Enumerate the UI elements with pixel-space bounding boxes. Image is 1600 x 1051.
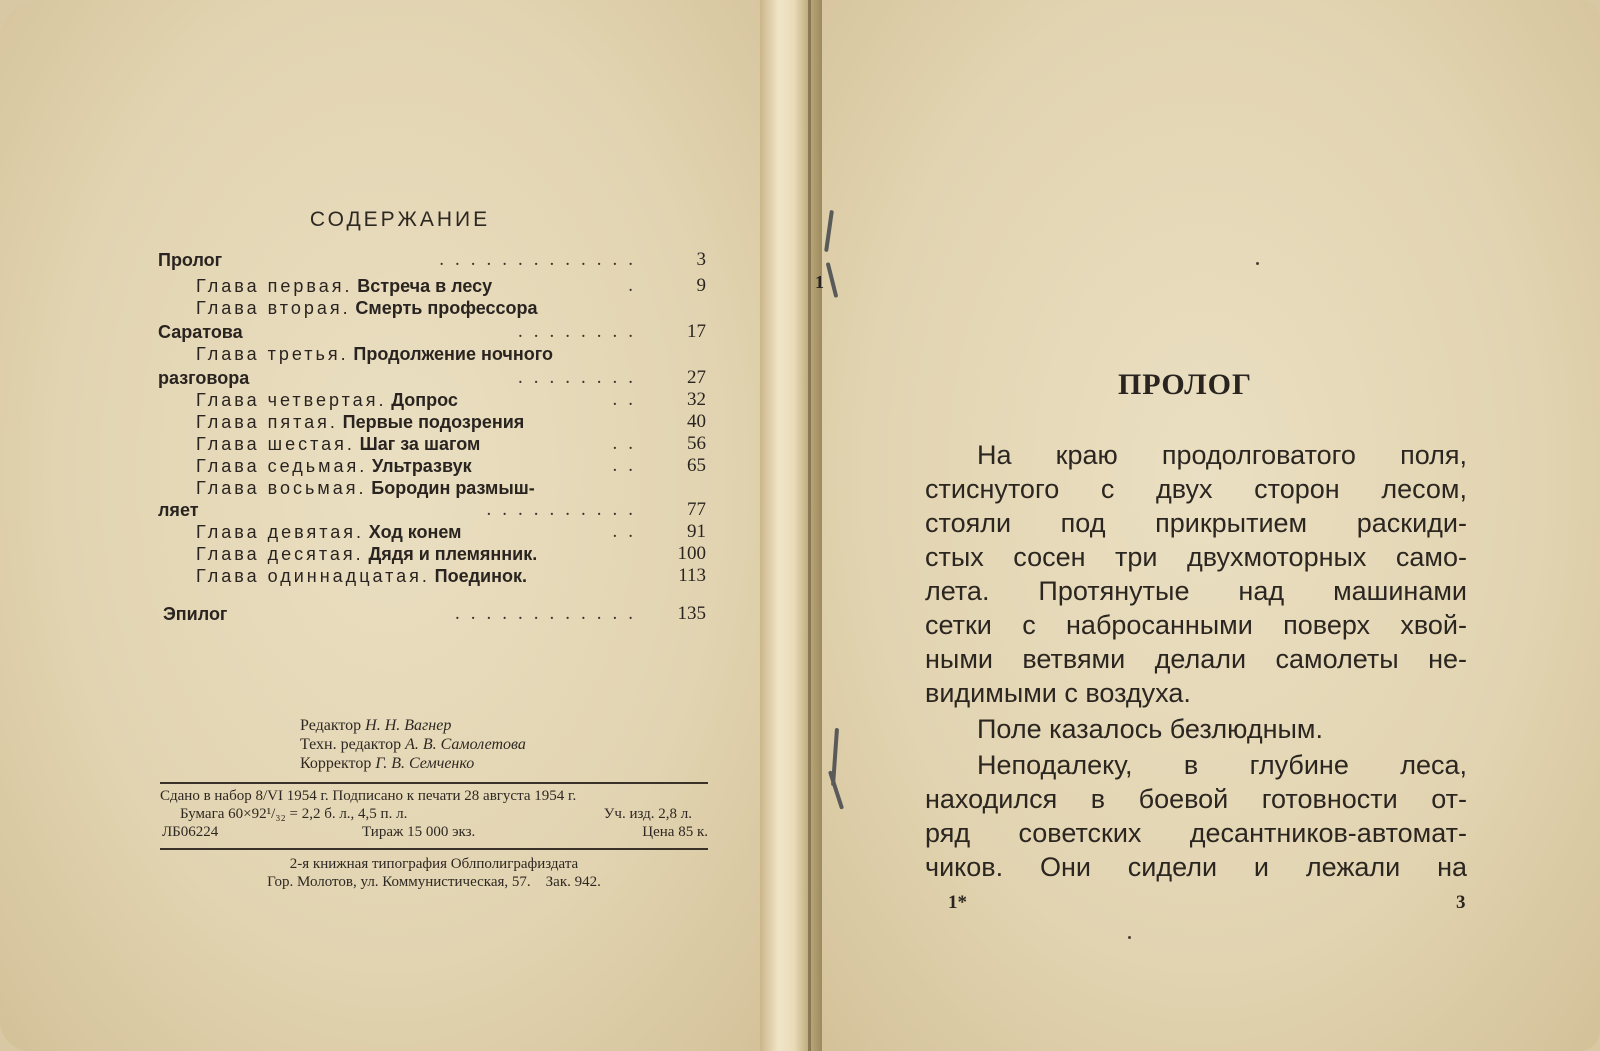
book-gutter [760, 0, 822, 1051]
toc-chapter: Глава девятая. [196, 522, 365, 542]
toc-chapter: Глава пятая. [196, 412, 338, 432]
toc-label: Эпилог [163, 604, 228, 624]
prolog-title: ПРОЛОГ [1117, 368, 1253, 401]
gutter-crease [808, 0, 811, 1051]
printer-text: 2-я книжная типография Облполиграфиздата [289, 856, 579, 872]
imprint-text: Тираж 15 000 экз. [362, 824, 476, 840]
toc-entry-chapter-10 [158, 542, 706, 566]
toc-entry-chapter-3-cont [158, 366, 706, 390]
toc-leader: ........ [518, 367, 644, 388]
toc-chapter-title: Смерть профессора [355, 298, 538, 318]
page-number: 3 [1456, 892, 1466, 913]
imprint-text: Цена 85 к. [642, 824, 708, 840]
imprint-line-1 [160, 788, 708, 805]
text-line: стояли под прикрытием раскиди- [925, 508, 1467, 538]
toc-chapter: Глава вторая. [196, 298, 351, 318]
toc-entry-chapter-4 [158, 388, 706, 412]
text-line: Поле казалось безлюдным. [977, 714, 1323, 744]
toc-leader: . [628, 275, 644, 296]
toc-page: 27 [687, 367, 706, 388]
text-line: находился в боевой готовности от- [925, 784, 1467, 814]
text-line: сетки с набросанными поверх хвой- [925, 610, 1467, 640]
toc-chapter: Глава одиннадцатая. [196, 566, 430, 586]
toc-chapter-title: Поединок. [434, 566, 527, 586]
toc-chapter: Глава восьмая. [196, 478, 367, 498]
toc-page: 17 [687, 321, 706, 342]
toc-entry-epilog [163, 602, 706, 626]
editor-name: Н. Н. Вагнер [365, 717, 452, 734]
toc-page: 32 [687, 389, 706, 410]
imprint-text: Сдано в набор 8/VI 1954 г. Подписано к печати 28 августа 1954 г. [160, 788, 577, 804]
imprint-line-3 [162, 824, 708, 841]
toc-entry-chapter-8 [158, 476, 706, 500]
text-line: Неподалеку, в глубине леса, [977, 750, 1467, 780]
toc-entry-chapter-2-cont [158, 320, 706, 344]
toc-chapter-title: Допрос [391, 390, 458, 410]
printer-text: Гор. Молотов, ул. Коммунистическая, 57. Зак. 942. [267, 874, 601, 890]
toc-entry-chapter-11 [158, 564, 706, 588]
toc-chapter-title: Первые подозрения [342, 412, 525, 432]
text-line: видимыми с воздуха. [925, 678, 1191, 708]
text-line: чиков. Они сидели и лежали на [925, 852, 1467, 882]
toc-page: 77 [687, 499, 706, 520]
toc-chapter: Глава первая. [196, 276, 353, 296]
toc-chapter-title-cont: ляет [158, 500, 199, 520]
printer-line-2 [160, 874, 708, 891]
toc-entry-chapter-8-cont [158, 498, 706, 522]
toc-chapter-title: Продолжение ночного [353, 344, 553, 364]
toc-page: 65 [687, 455, 706, 476]
toc-page: 40 [687, 411, 706, 432]
toc-entry-chapter-5 [158, 410, 706, 434]
paper-speck [1256, 262, 1259, 265]
toc-leader: ............ [455, 603, 644, 624]
toc-leader: .. [612, 389, 644, 410]
signature-mark: 1* [948, 892, 967, 913]
imprint-rule-bottom [160, 848, 708, 850]
paper-speck [1128, 936, 1131, 939]
toc-leader: .. [612, 455, 644, 476]
toc-page: 113 [678, 565, 706, 586]
toc-chapter-title: Ультразвук [372, 456, 472, 476]
text-line: стиснутого с двух сторон лесом, [925, 474, 1467, 504]
toc-leader: .. [612, 433, 644, 454]
toc-chapter-title: Ход конем [368, 522, 462, 542]
corrector-label: Корректор [300, 755, 372, 772]
text-line: ряд советских десантников-автомат- [925, 818, 1467, 848]
imprint-line-2 [180, 806, 692, 823]
tech-editor-label: Техн. редактор [300, 736, 402, 753]
toc-title: СОДЕРЖАНИЕ [309, 208, 491, 231]
toc-entry-chapter-2 [158, 296, 706, 320]
text-line: ными ветвями делали самолеты не- [925, 644, 1467, 674]
toc-chapter-title-cont: разговора [158, 368, 250, 388]
toc-entry-chapter-1 [158, 274, 706, 298]
toc-leader: .......... [486, 499, 644, 520]
credits-block [300, 716, 526, 773]
toc-entry-chapter-6 [158, 432, 706, 456]
imprint-text: ЛБ06224 [162, 824, 219, 840]
toc-chapter-title: Встреча в лесу [357, 276, 493, 296]
toc-chapter-title: Дядя и племянник. [368, 544, 538, 564]
toc-entry-chapter-9 [158, 520, 706, 544]
text-line: лета. Протянутые над машинами [925, 576, 1467, 606]
editor-label: Редактор [300, 717, 362, 734]
toc-leader: ........ [518, 321, 644, 342]
text-line: На краю продолговатого поля, [977, 440, 1467, 470]
text-line: стых сосен три двухмоторных само- [925, 542, 1467, 572]
toc-entry-chapter-7 [158, 454, 706, 478]
toc-page: 56 [687, 433, 706, 454]
toc-chapter-title: Шаг за шагом [359, 434, 481, 454]
toc-leader: .. [612, 521, 644, 542]
toc-chapter-title-cont: Саратова [158, 322, 243, 342]
toc-page: 3 [696, 249, 706, 270]
imprint-rule-top [160, 782, 708, 784]
toc-page: 135 [677, 603, 706, 624]
toc-page: 91 [687, 521, 706, 542]
corrector-name: Г. В. Семченко [375, 755, 475, 772]
printer-line-1 [160, 856, 708, 873]
gutter-mark: 1 [815, 272, 824, 292]
toc-chapter: Глава четвертая. [196, 390, 387, 410]
toc-entry-chapter-3 [158, 342, 706, 366]
imprint-text: Бумага 60×92¹/₃₂ = 2,2 б. л., 4,5 п. л. [180, 806, 408, 822]
toc-chapter: Глава седьмая. [196, 456, 368, 476]
imprint-text: Уч. изд. 2,8 л. [603, 806, 692, 822]
toc-page: 100 [677, 543, 706, 564]
toc-chapter-title: Бородин размыш- [371, 478, 535, 498]
toc-entry-prolog [158, 248, 706, 272]
tech-editor-name: А. В. Самолетова [405, 736, 526, 753]
toc-leader: ............. [439, 249, 644, 270]
toc-page: 9 [696, 275, 706, 296]
toc-chapter: Глава десятая. [196, 544, 364, 564]
toc-label: Пролог [158, 250, 223, 270]
toc-chapter: Глава шестая. [196, 434, 355, 454]
toc-chapter: Глава третья. [196, 344, 349, 364]
